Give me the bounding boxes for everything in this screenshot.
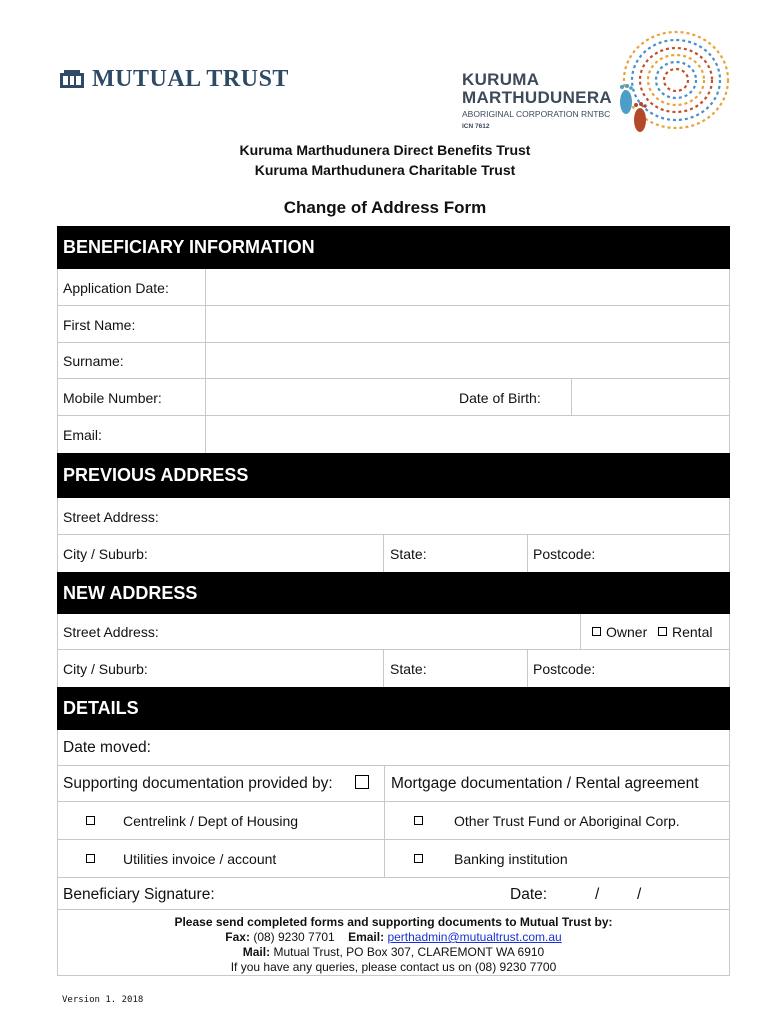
row-mobile-dob xyxy=(57,379,730,416)
mail-line xyxy=(57,945,730,959)
prev-street-address-field[interactable] xyxy=(167,498,729,534)
send-instructions: Please send completed forms and supporting documents to Mutual Trust by: xyxy=(174,915,613,929)
beneficiary-signature-field[interactable] xyxy=(217,878,502,909)
km-logo-line4: ICN 7612 xyxy=(462,123,490,130)
row-prev-street xyxy=(57,498,730,535)
first-name-label: First Name: xyxy=(63,317,136,333)
fax-email-line xyxy=(57,930,730,944)
trust-title-2: Kuruma Marthudunera Charitable Trust xyxy=(254,162,516,178)
divider xyxy=(383,535,384,572)
mobile-number-label: Mobile Number: xyxy=(63,390,162,406)
centrelink-label: Centrelink / Dept of Housing xyxy=(123,813,299,829)
new-street-address-label: Street Address: xyxy=(63,624,159,640)
beneficiary-signature-label: Beneficiary Signature: xyxy=(63,886,215,903)
new-city-label: City / Suburb: xyxy=(63,661,148,677)
version-label: Version 1. 2018 xyxy=(62,995,144,1005)
row-supporting-docs xyxy=(57,766,730,802)
date-separator-2: / xyxy=(637,886,642,903)
row-email xyxy=(57,416,730,453)
mutual-trust-logo-icon xyxy=(60,70,84,90)
first-name-field[interactable] xyxy=(206,306,729,342)
supporting-docs-label: Supporting documentation provided by: xyxy=(63,775,333,792)
row-surname xyxy=(57,343,730,379)
email-link[interactable]: perthadmin@mutualtrust.com.au xyxy=(387,930,562,944)
owner-label: Owner xyxy=(606,624,648,640)
date-of-birth-field[interactable] xyxy=(572,379,729,415)
row-application-date xyxy=(57,269,730,306)
utilities-checkbox[interactable] xyxy=(86,854,95,863)
mortgage-rental-checkbox[interactable] xyxy=(355,775,369,789)
mutual-trust-logo xyxy=(60,66,289,93)
date-of-birth-label: Date of Birth: xyxy=(459,390,541,406)
row-new-city xyxy=(57,650,730,687)
mobile-number-field[interactable] xyxy=(206,379,452,415)
mail-value: Mutual Trust, PO Box 307, CLAREMONT WA 6910 xyxy=(273,945,545,959)
application-date-label: Application Date: xyxy=(63,280,169,296)
email-label: Email: xyxy=(63,427,102,443)
divider xyxy=(527,535,528,572)
banking-label: Banking institution xyxy=(454,851,568,867)
divider xyxy=(384,802,385,840)
banking-checkbox[interactable] xyxy=(414,854,423,863)
owner-checkbox[interactable] xyxy=(592,627,601,636)
kuruma-marthudunera-logo xyxy=(462,30,732,134)
prev-postcode-label: Postcode: xyxy=(533,546,596,562)
rental-label: Rental xyxy=(672,624,713,640)
new-street-address-field[interactable] xyxy=(167,614,577,649)
row-docs-2 xyxy=(57,840,730,878)
row-new-street xyxy=(57,614,730,650)
row-docs-1 xyxy=(57,802,730,840)
prev-city-label: City / Suburb: xyxy=(63,546,148,562)
date-separator-1: / xyxy=(595,886,600,903)
section-details: DETAILS xyxy=(57,687,730,730)
surname-label: Surname: xyxy=(63,353,124,369)
email-field[interactable] xyxy=(206,416,729,452)
signature-date-field[interactable] xyxy=(552,878,729,909)
km-logo-line3: ABORIGINAL CORPORATION RNTBC xyxy=(462,109,611,119)
km-logo-line1: KURUMA xyxy=(462,70,540,89)
section-beneficiary-information: BENEFICIARY INFORMATION xyxy=(57,226,730,269)
email-contact-label: Email: xyxy=(348,930,385,944)
divider xyxy=(384,840,385,878)
section-new-address: NEW ADDRESS xyxy=(57,572,730,614)
section-previous-address: PREVIOUS ADDRESS xyxy=(57,453,730,498)
other-trust-checkbox[interactable] xyxy=(414,816,423,825)
mutual-trust-logo-text: MUTUAL TRUST xyxy=(92,66,289,92)
new-state-label: State: xyxy=(390,661,427,677)
mail-label: Mail: xyxy=(242,945,271,959)
km-logo-line2: MARTHUDUNERA xyxy=(462,88,612,107)
date-moved-field[interactable] xyxy=(157,730,729,765)
form-title: Change of Address Form xyxy=(283,198,487,217)
utilities-label: Utilities invoice / account xyxy=(123,851,277,867)
application-date-field[interactable] xyxy=(206,269,729,305)
rental-checkbox[interactable] xyxy=(658,627,667,636)
divider xyxy=(580,614,581,650)
surname-field[interactable] xyxy=(206,343,729,378)
row-signature xyxy=(57,878,730,910)
prev-state-label: State: xyxy=(390,546,427,562)
change-of-address-form xyxy=(57,226,730,976)
fax-value: (08) 9230 7701 xyxy=(253,930,335,944)
new-postcode-label: Postcode: xyxy=(533,661,596,677)
mortgage-rental-label: Mortgage documentation / Rental agreement xyxy=(391,775,699,792)
prev-street-address-label: Street Address: xyxy=(63,509,159,525)
centrelink-checkbox[interactable] xyxy=(86,816,95,825)
trust-title-1: Kuruma Marthudunera Direct Benefits Trust xyxy=(239,142,531,158)
row-prev-city xyxy=(57,535,730,572)
row-date-moved xyxy=(57,730,730,766)
signature-date-label: Date: xyxy=(510,886,548,903)
fingerprint-footprint-icon xyxy=(614,30,732,134)
queries-line: If you have any queries, please contact us on (08) 9230 7700 xyxy=(230,960,557,974)
divider xyxy=(383,650,384,687)
fax-label: Fax: xyxy=(225,930,250,944)
date-moved-label: Date moved: xyxy=(63,739,151,756)
divider xyxy=(527,650,528,687)
other-trust-label: Other Trust Fund or Aboriginal Corp. xyxy=(454,813,680,829)
row-first-name xyxy=(57,306,730,343)
